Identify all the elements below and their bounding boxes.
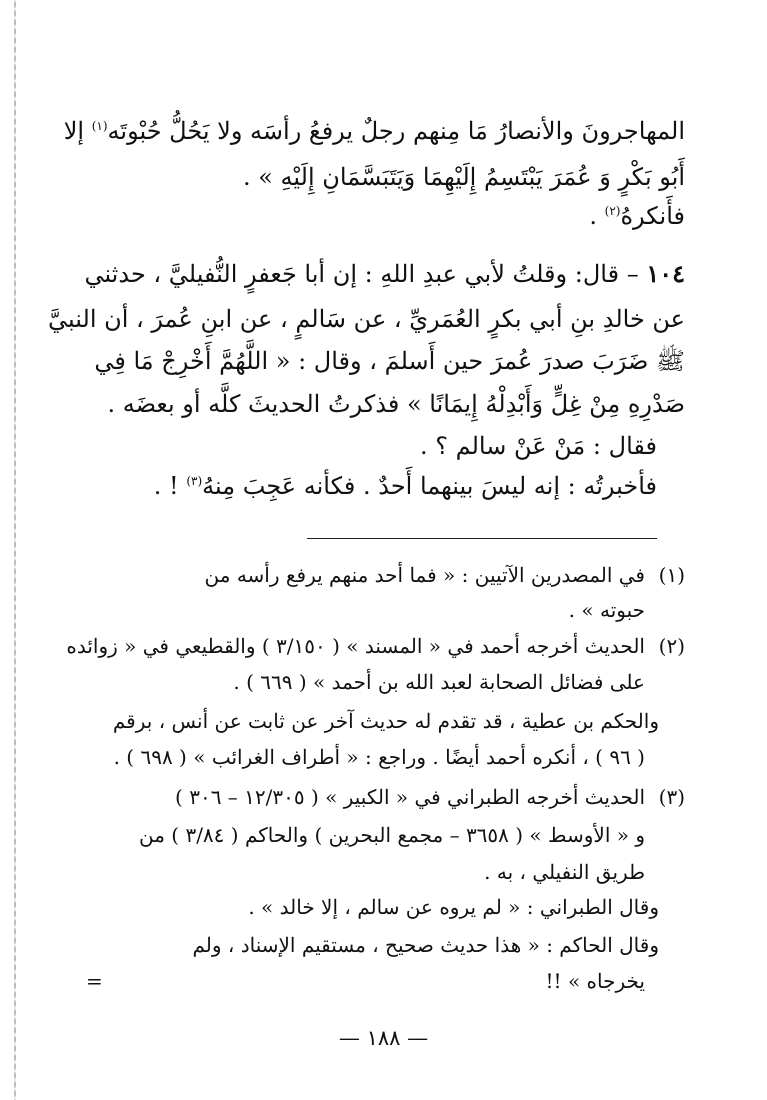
footnote-line: طريق النفيلي ، به . bbox=[484, 860, 645, 884]
footnote-line: ( ٩٦ ) ، أنكره أحمد أيضًا . وراجع : « أطراف الغرائب » ( ٦٩٨ ) . bbox=[113, 745, 645, 769]
footnote-ref[interactable]: (٢) bbox=[604, 204, 621, 218]
footnote-ref[interactable]: (٣) bbox=[186, 474, 203, 488]
continuation-mark: = bbox=[86, 969, 103, 993]
entry-heading-line: ١٠٤ – قال: وقلتُ لأبي عبدِ اللهِ : إن أبا جَعفرٍ النُّفيليَّ ، حدثني bbox=[84, 259, 685, 288]
footnote-ref[interactable]: (١) bbox=[91, 119, 108, 133]
footnote-line: و « الأوسط » ( ٣٦٥٨ – مجمع البحرين ) والحاكم ( ٣/٨٤ ) من bbox=[138, 823, 645, 847]
main-text-line: فقال : مَنْ عَنْ سالم ؟ . bbox=[419, 432, 657, 460]
main-text-line: فأخبرتُه : إنه ليسَ بينهما أَحدٌ . فكأنه عَجِبَ مِنهُ$^{(٣)}$ ! . bbox=[153, 472, 657, 500]
main-text-line: ﷺ ضَرَبَ صدرَ عُمرَ حين أَسلمَ ، وقال : « اللَّهُمَّ أَخْرِجْ مَا فِي bbox=[94, 347, 685, 375]
footnote-line: في المصدرين الآتيين : « فما أحد منهم يرفع رأسه من bbox=[204, 563, 645, 587]
footnote-line: يخرجاه » !! bbox=[545, 969, 645, 993]
margin-dotted-rule bbox=[14, 0, 16, 1100]
page-number: — ١٨٨ — bbox=[338, 1026, 429, 1050]
footnote-number: (٣) bbox=[658, 785, 685, 809]
footnote-line: وقال الحاكم : « هذا حديث صحيح ، مستقيم الإسناد ، ولم bbox=[192, 933, 659, 957]
main-text-line: المهاجرونَ والأنصارُ مَا مِنهم رجلٌ يرفعُ رأسَه ولا يَحُلُّ حُبْوتَه$^{(١)}$ إلا bbox=[63, 117, 685, 145]
footnote-line: وقال الطبراني : « لم يروه عن سالم ، إلا خالد » . bbox=[248, 895, 659, 919]
entry-number: ١٠٤ bbox=[646, 259, 685, 288]
footnote-line: الحديث أخرجه الطبراني في « الكبير » ( ١٢/٣٠٥ – ٣٠٦ ) bbox=[175, 785, 645, 809]
footnote-line: والحكم بن عطية ، قد تقدم له حديث آخر عن ثابت عن أنس ، برقم bbox=[112, 709, 659, 733]
footnote-line: على فضائل الصحابة لعبد الله بن أحمد » ( ٦٦٩ ) . bbox=[233, 670, 645, 694]
footnote-separator bbox=[307, 538, 657, 539]
footnote-line: الحديث أخرجه أحمد في « المسند » ( ٣/١٥٠ ) والقطيعي في « زوائده bbox=[66, 634, 645, 658]
main-text-line: فأَنكرهُ$^{(٢)}$ . bbox=[589, 202, 685, 230]
footnote-number: (١) bbox=[658, 563, 685, 587]
footnote-line: حبوته » . bbox=[568, 598, 645, 622]
main-text-line: أَبُو بَكْرٍ وَ عُمَرَ يَبْتَسِمُ إِلَيْهِمَا وَيَتَبَسَّمَانِ إِلَيْهِ » . bbox=[242, 163, 685, 191]
main-text-line: صَدْرِهِ مِنْ غِلٍّ وَأَبْدِلْهُ إِيمَانًا » فذكرتُ الحديثَ كلَّه أو بعضَه . bbox=[107, 390, 685, 418]
footnote-number: (٢) bbox=[658, 634, 685, 658]
main-text-line: عن خالدِ بنِ أبي بكرٍ العُمَريِّ ، عن سَالمٍ ، عن ابنِ عُمرَ ، أن النبيَّ bbox=[48, 305, 685, 333]
